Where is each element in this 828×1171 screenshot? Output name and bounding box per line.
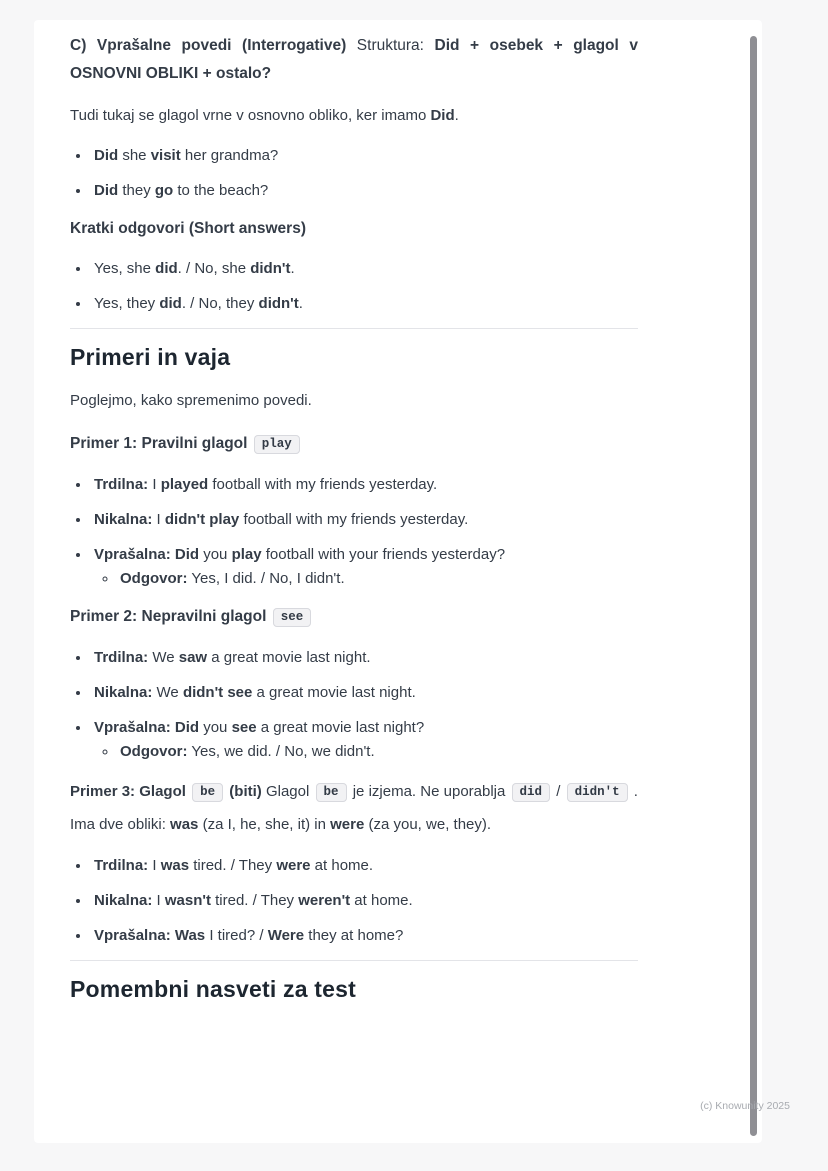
document-content	[34, 20, 762, 1049]
list-item-text: Vprašalna: Did you play football with your friends yesterday?	[94, 546, 506, 563]
heading-pomembni-nasveti: Pomembni nasveti za test	[70, 976, 356, 1002]
watermark: (c) Knowunity 2025	[700, 1100, 790, 1112]
list-item-text: Trdilna: I played football with my friends yesterday.	[94, 476, 438, 493]
list-item-text: Vprašalna: Was I tired? / Were they at home?	[94, 927, 404, 944]
list-primer-3	[70, 855, 638, 947]
code-chip: be	[316, 783, 347, 802]
list-item	[91, 682, 638, 704]
list-item	[91, 180, 638, 202]
list-item-text: Yes, they did. / No, they didn't.	[94, 295, 303, 312]
divider	[70, 960, 638, 961]
code-chip: didn't	[567, 783, 628, 802]
list-short-answers	[70, 258, 638, 315]
scrollbar-thumb[interactable]	[750, 36, 757, 1136]
heading-short-answers: Kratki odgovori (Short answers)	[70, 220, 306, 237]
list-item	[91, 544, 638, 590]
list-item	[91, 474, 638, 496]
document-card	[34, 20, 762, 1143]
list-item	[91, 647, 638, 669]
list-item	[91, 717, 638, 763]
list-item-text: Trdilna: We saw a great movie last night.	[94, 649, 371, 666]
code-chip: play	[254, 435, 300, 454]
list-item-text: Nikalna: I didn't play football with my friends yesterday.	[94, 511, 469, 528]
divider	[70, 328, 638, 329]
heading-primeri-in-vaja: Primeri in vaja	[70, 344, 231, 370]
sub-list-item	[118, 568, 638, 590]
sub-list-item-text: Odgovor: Yes, I did. / No, I didn't.	[120, 570, 345, 587]
list-questions	[70, 145, 638, 202]
paragraph-examples-intro: Poglejmo, kako spremenimo povedi.	[70, 392, 312, 409]
code-chip: did	[512, 783, 551, 802]
heading-interrogative: C) Vprašalne povedi (Interrogative) Struktura: Did + osebek + glagol v OSNOVNI OBLIKI + ostalo?	[70, 37, 638, 82]
sub-list-item-text: Odgovor: Yes, we did. / No, we didn't.	[120, 743, 375, 760]
list-item-text: Nikalna: We didn't see a great movie last night.	[94, 684, 416, 701]
sub-list	[94, 568, 638, 590]
sub-list-item	[118, 741, 638, 763]
list-item	[91, 258, 638, 280]
code-chip: see	[273, 608, 312, 627]
list-primer-2	[70, 647, 638, 763]
heading-primer-2: Primer 2: Nepravilni glagol see	[70, 603, 638, 632]
list-item	[91, 890, 638, 912]
list-item	[91, 925, 638, 947]
list-item-text: Vprašalna: Did you see a great movie last night?	[94, 719, 425, 736]
list-item	[91, 509, 638, 531]
list-item-text: Trdilna: I was tired. / They were at home.	[94, 857, 374, 874]
code-chip: be	[192, 783, 223, 802]
list-item	[91, 855, 638, 877]
list-item-text: Did they go to the beach?	[94, 182, 269, 199]
paragraph-primer-3: Primer 3: Glagol be (biti) Glagol be je izjema. Ne uporablja did / didn't . Ima dve obliki: was (za I, he, she, it) in were (za you, we, they).	[70, 783, 638, 833]
heading-primer-1: Primer 1: Pravilni glagol play	[70, 430, 638, 459]
paragraph-intro: Tudi tukaj se glagol vrne v osnovno obliko, ker imamo Did.	[70, 107, 459, 124]
list-item-text: Did she visit her grandma?	[94, 147, 279, 164]
sub-list	[94, 741, 638, 763]
list-primer-1	[70, 474, 638, 590]
list-item-text: Nikalna: I wasn't tired. / They weren't at home.	[94, 892, 413, 909]
list-item-text: Yes, she did. / No, she didn't.	[94, 260, 295, 277]
list-item	[91, 145, 638, 167]
list-item	[91, 293, 638, 315]
